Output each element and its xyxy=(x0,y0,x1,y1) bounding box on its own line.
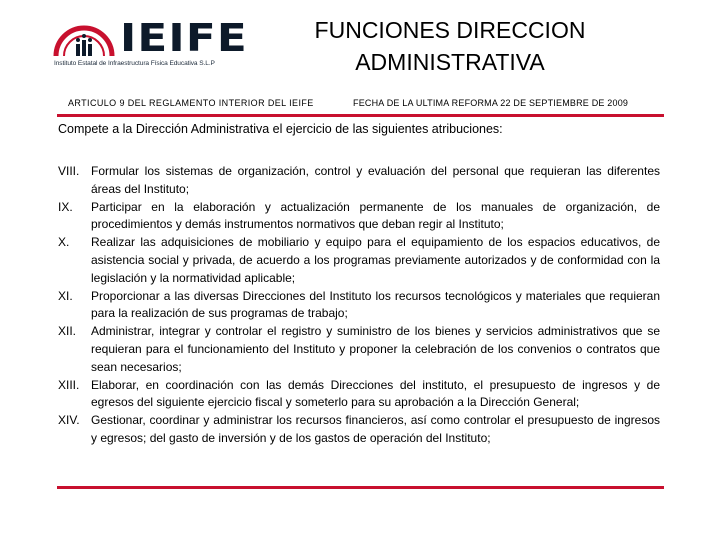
item-number: XII. xyxy=(58,324,77,339)
list-item xyxy=(58,234,660,287)
page-title xyxy=(300,14,600,78)
item-number: X. xyxy=(58,235,70,250)
item-number: VIII. xyxy=(58,164,80,178)
article-reference: ARTICULO 9 DEL REGLAMENTO INTERIOR DEL IEIFE xyxy=(68,98,314,108)
reform-date: FECHA DE LA ULTIMA REFORMA 22 DE SEPTIEMBRE DE 2009 xyxy=(353,98,629,108)
list-item xyxy=(58,377,660,413)
item-number: IX. xyxy=(58,199,73,214)
item-number: XI. xyxy=(58,288,73,303)
title-line-1: FUNCIONES DIRECCION xyxy=(314,17,586,43)
list-item xyxy=(58,412,660,448)
list-item xyxy=(58,199,660,235)
logo-emblem-icon xyxy=(50,14,120,62)
list-item xyxy=(58,288,660,324)
item-number: XIV. xyxy=(58,413,80,428)
item-text: Administrar, integrar y controlar el registro y suministro de los bienes y servicios administrativos que se requieran para el funcionamiento del Instituto y proponer la celebración de los convenios o contratos que sean necesarios; xyxy=(91,324,660,374)
item-text: Proporcionar a las diversas Direcciones del Instituto los recursos tecnológicos y materiales que requieran para la realización de sus programas de trabajo; xyxy=(91,288,660,321)
list-item xyxy=(58,323,660,376)
ieife-logo xyxy=(50,14,265,74)
logo-wordmark: IEIFE xyxy=(120,16,248,60)
logo-caption: Instituto Estatal de Infraestructura Física Educativa S.L.P xyxy=(54,60,215,67)
item-text: Gestionar, coordinar y administrar los recursos financieros, así como controlar el presupuesto de ingresos y egresos; del gasto de inversión y de los gastos de operación del Instituto; xyxy=(91,413,660,445)
attributions-list xyxy=(58,163,660,448)
item-text: Realizar las adquisiciones de mobiliario y equipo para el equipamiento de los espacios educativos, de asistencia social y privada, de acuerdo a los programas previamente autorizados y de conformidad con la legislación y la normatividad aplicable; xyxy=(91,235,660,285)
item-number: XIII. xyxy=(58,377,80,392)
intro-text: Compete a la Dirección Administrativa el ejercicio de las siguientes atribuciones: xyxy=(58,122,503,136)
item-text: Formular los sistemas de organización, control y evaluación del personal que requieran las diferentes áreas del Instituto; xyxy=(91,164,660,196)
top-divider xyxy=(57,114,664,117)
item-text: Participar en la elaboración y actualización permanente de los manuales de organización, de procedimientos y demás instrumentos normativos que deban regir al Instituto; xyxy=(91,199,660,232)
item-text: Elaborar, en coordinación con las demás Direcciones del instituto, el presupuesto de ingresos y de egresos del siguiente ejercicio fiscal y someterlo para su aprobación a la Dirección General; xyxy=(91,377,660,410)
list-item xyxy=(58,163,660,199)
bottom-divider xyxy=(57,486,664,489)
title-line-2: ADMINISTRATIVA xyxy=(355,49,545,75)
